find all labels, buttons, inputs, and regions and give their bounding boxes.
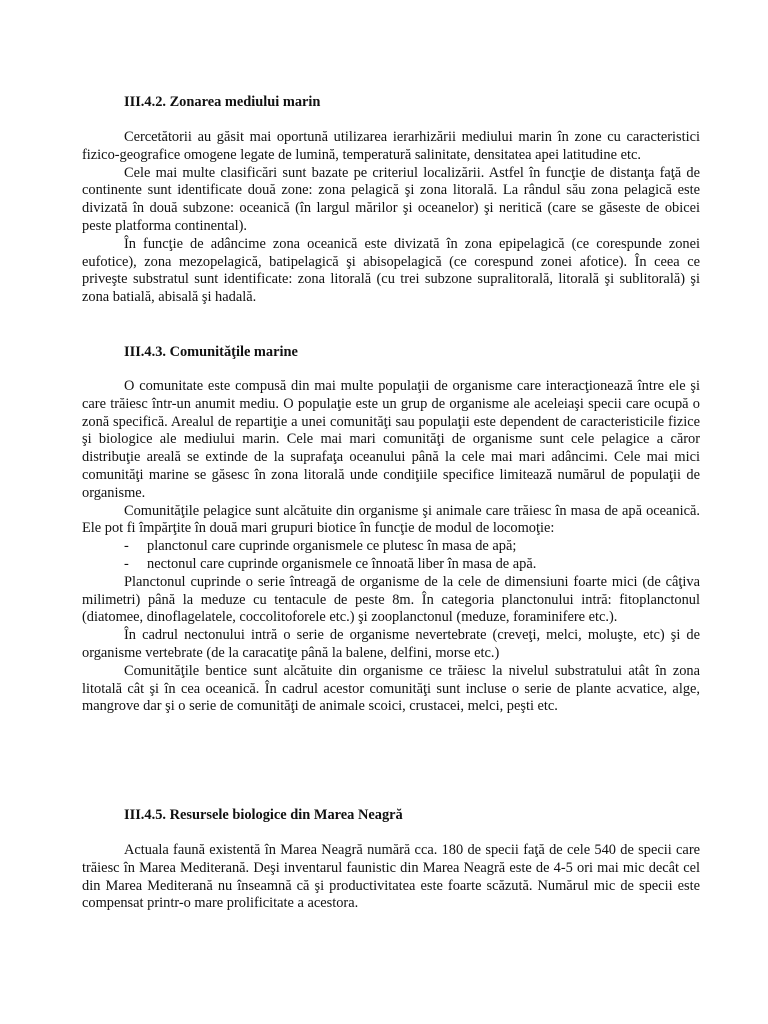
list-item-text: planctonul care cuprinde organismele ce plutesc în masa de apă;: [147, 538, 517, 555]
paragraph: Comunităţile pelagice sunt alcătuite din organisme şi animale care trăiesc în masa de apă oceanică. Ele pot fi împărţite în două mari grupuri biotice în funcţie de modul de locomoţie:: [82, 502, 700, 537]
list-item: [82, 538, 700, 556]
paragraph: Planctonul cuprinde o serie întreagă de organisme de la cele de dimensiuni foarte mici (de câţiva milimetri) până la meduze cu tentacule de peste 8m. În categoria planctonului intră: fitoplanctonul (diatomee, dinoflagelatele, coccolitoforele etc.) şi zooplanctonul (meduze, foraminifere etc.).: [82, 573, 700, 626]
paragraph: În cadrul nectonului intră o serie de organisme nevertebrate (creveţi, melci, moluşte, etc) şi de organisme vertebrate (de la caracatiţe până la balene, delfini, morse etc.): [82, 627, 700, 661]
list-item: [82, 556, 700, 574]
paragraph: Comunităţile bentice sunt alcătuite din organisme ce trăiesc la nivelul substratului atât în zona litotală cât şi în cea oceanică. În cadrul acestor comunităţi sunt incluse o serie de plante acvatice, alge, mangrove dar şi o serie de comunităţi de animale scoici, crustacei, melci, peşti etc.: [82, 662, 700, 715]
bullet-marker: -: [124, 538, 129, 555]
paragraph: Cercetătorii au găsit mai oportună utilizarea ierarhizării mediului marin în zone cu caracteristici fizico-geografice omogene legate de lumină, temperatură salinitate, densitatea apei latitudine etc.: [82, 129, 700, 163]
section-heading-resursele: III.4.5. Resursele biologice din Marea Neagră: [124, 807, 403, 823]
section-body-resursele: [82, 842, 700, 913]
section-body-comunitatile: [82, 378, 700, 716]
bullet-marker: -: [124, 555, 129, 572]
paragraph: Actuala faună existentă în Marea Neagră numără cca. 180 de specii faţă de cele 540 de specii care trăiesc în Marea Mediterană. Deşi inventarul faunistic din Marea Neagră este de 4-5 ori mai mic decât cel din Marea Mediterană nu înseamnă că şi productivitatea este foarte scăzută. Numărul mic de specii este compensat printr-o mare prolificitate a acestora.: [82, 842, 700, 912]
paragraph: Cele mai multe clasificări sunt bazate pe criteriul localizării. Astfel în funcţie de distanţa faţă de continente sunt identificate două zone: zona pelagică şi zona litorală. La rândul său zona pelagică este divizată în două subzone: oceanică (în largul mărilor şi oceanelor) şi neritică (care se găseste de obicei peste platforma continental).: [82, 164, 700, 234]
paragraph: O comunitate este compusă din mai multe populaţii de organisme care interacţionează între ele şi care trăiesc într-un anumit mediu. O populaţie este un grup de organisme ale aceleiaşi specii care ocupă o zonă specifică. Arealul de repartiţie a unei comunităţi sau populaţii este dependent de caracteristicile fizice şi biologice ale mediului marin. Cele mai mari comunităţi de organisme sunt cele pelagice a căror distribuţie areală se extinde de la suprafaţa oceanului până la cele mai mari adâncimi. Cele mai mici comunităţi marine se găsesc în zona litorală unde condiţiile specifice limitează numărul de populaţii de organisme.: [82, 378, 700, 501]
section-heading-comunitatile: III.4.3. Comunităţile marine: [124, 344, 298, 360]
list-item-text: nectonul care cuprinde organismele ce înnoată liber în masa de apă.: [147, 555, 537, 572]
section-body-zonarea: [82, 129, 700, 307]
section-heading-zonarea: III.4.2. Zonarea mediului marin: [124, 94, 321, 110]
paragraph: În funcţie de adâncime zona oceanică este divizată în zona epipelagică (ce corespunde zonei eufotice), zona mezopelagică, batipelagică şi abisopelagică (ce corespund zonei afotice). În ceea ce priveşte substratul sunt identificate: zona litorală (cu trei subzone supralitorală, litorală şi sublitorală) şi zona batială, abisală şi hadală.: [82, 235, 700, 306]
